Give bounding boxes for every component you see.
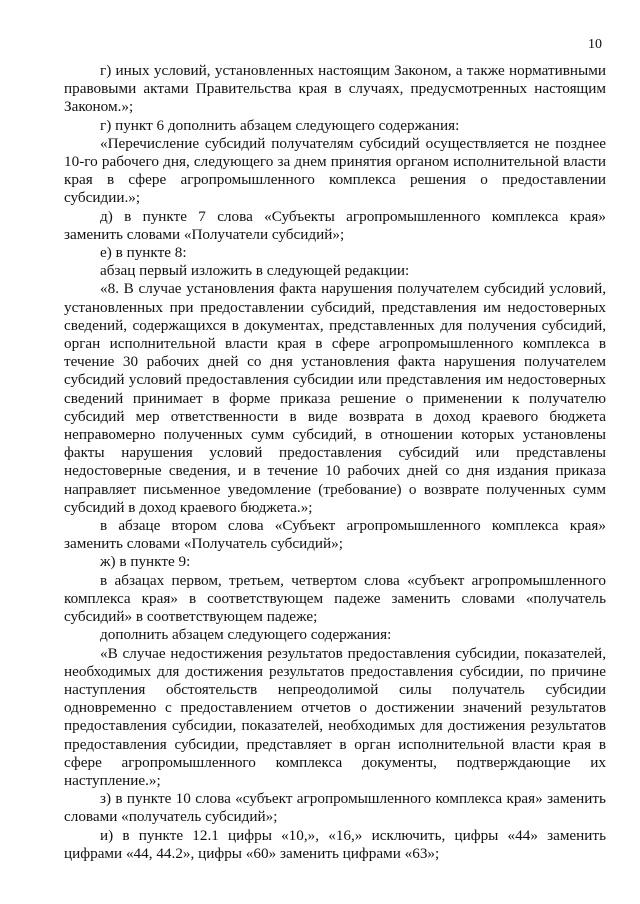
paragraph: з) в пункте 10 слова «субъект агропромышленного комплекса края» заменить словами «получатель субсидий»; xyxy=(64,790,606,826)
paragraph: абзац первый изложить в следующей редакции: xyxy=(100,262,410,280)
document-body xyxy=(64,62,606,863)
paragraph: «8. В случае установления факта нарушения получателем субсидий условий, установленных при предоставлении субсидий, представления им недостоверных сведений, содержащихся в документах, представленных для получения субсидий, орган исполнительной власти края в сфере агропромышленного комплекса в течение 30 рабочих дней со дня установления факта нарушения получателем субсидий условий предоставления субсидии или представления им недостоверных сведений принимает в форме приказа решение о применении к получателю субсидий мер ответственности в виде возврата в доход краевого бюджета неправомерно полученных сумм субсидий, в отношении которых установлены факты нарушения условий предоставления субсидий или представлены недостоверные сведения, и в течение 10 рабочих дней со дня издания приказа направляет письменное уведомление (требование) о возврате полученных сумм субсидий в доход краевого бюджета.»; xyxy=(64,280,606,516)
paragraph: и) в пункте 12.1 цифры «10,», «16,» исключить, цифры «44» заменить цифрами «44, 44.2», цифры «60» заменить цифрами «63»; xyxy=(64,826,606,862)
paragraph: ж) в пункте 9: xyxy=(100,553,191,571)
paragraph: г) пункт 6 дополнить абзацем следующего содержания: xyxy=(100,116,460,134)
paragraph: г) иных условий, установленных настоящим Законом, а также нормативными правовыми актами Правительства края в случаях, предусмотренных настоящим Законом.»; xyxy=(64,62,606,116)
page-number: 10 xyxy=(588,37,602,52)
paragraph: в абзаце втором слова «Субъект агропромышленного комплекса края» заменить словами «Получатель субсидий»; xyxy=(64,517,606,553)
paragraph: е) в пункте 8: xyxy=(100,244,187,262)
paragraph: д) в пункте 7 слова «Субъекты агропромышленного комплекса края» заменить словами «Получатели субсидий»; xyxy=(64,207,606,243)
paragraph: «В случае недостижения результатов предоставления субсидии, показателей, необходимых для достижения результатов предоставления субсидии, по причине наступления обстоятельств непреодолимой силы получатель субсидии одновременно с предоставлением отчетов о достижении значений результатов предоставления субсидии, показателей, необходимых для достижения результатов предоставления субсидии, представляет в орган исполнительной власти края в сфере агропромышленного комплекса документы, подтверждающие их наступление.»; xyxy=(64,644,606,789)
paragraph: дополнить абзацем следующего содержания: xyxy=(100,626,392,644)
paragraph: «Перечисление субсидий получателям субсидий осуществляется не позднее 10-го рабочего дня, следующего за днем принятия органом исполнительной власти края в сфере агропромышленного комплекса решения о предоставлении субсидии.»; xyxy=(64,134,606,207)
paragraph: в абзацах первом, третьем, четвертом слова «субъект агропромышленного комплекса края» в соответствующем падеже заменить словами «получатель субсидий» в соответствующем падеже; xyxy=(64,571,606,626)
